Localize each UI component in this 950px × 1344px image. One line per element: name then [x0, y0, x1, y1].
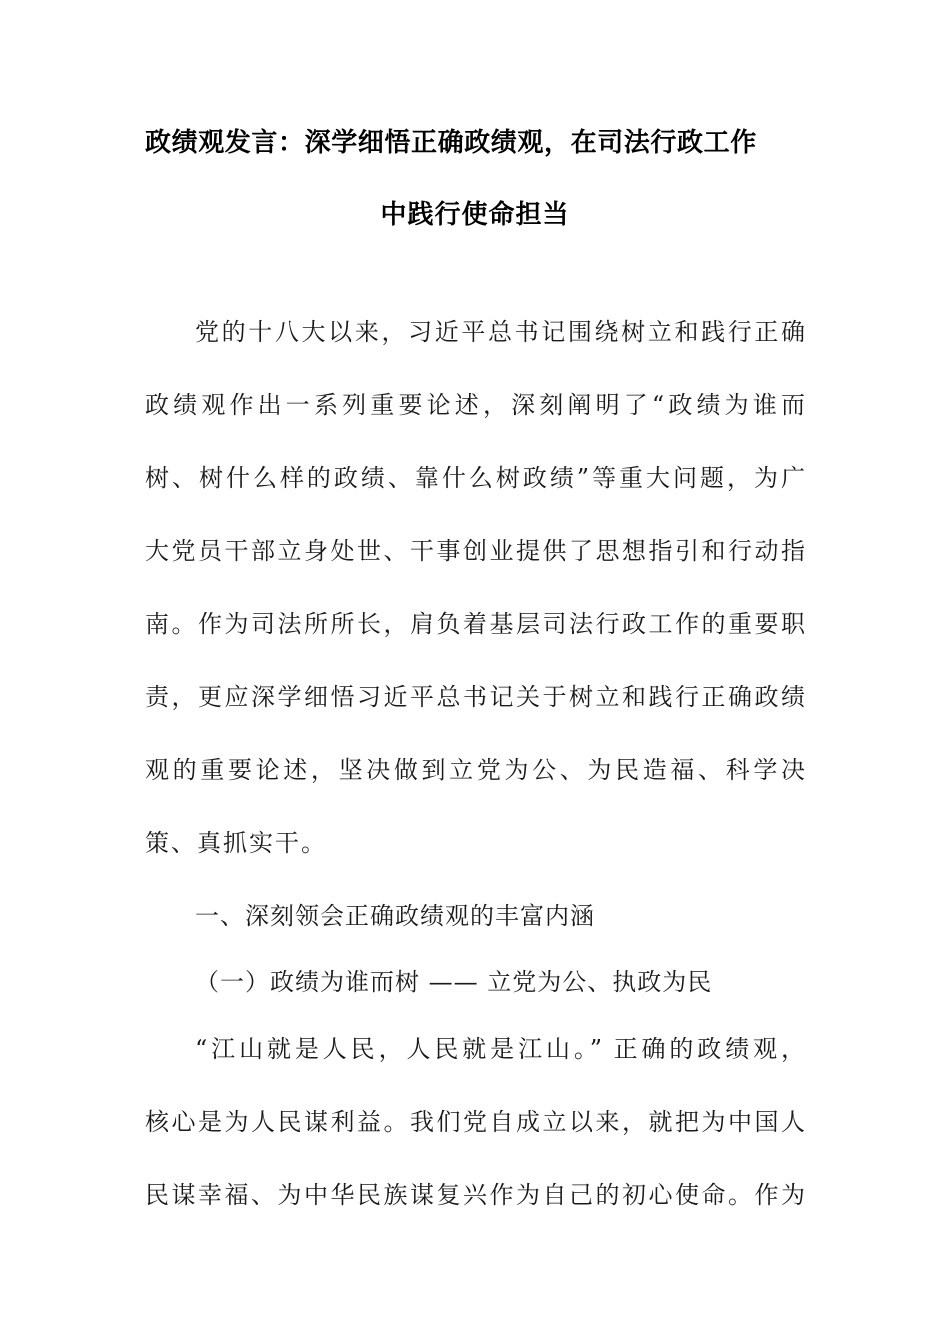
section-heading-1: 一、深刻领会正确政绩观的丰富内涵 — [195, 902, 595, 930]
document-title-line-2: 中践行使命担当 — [380, 200, 570, 230]
paragraph-1-line-7: 观的重要论述，坚决做到立党为公、为民造福、科学决 — [145, 756, 805, 784]
subsection-heading-1: （一）政绩为谁而树 —— 立党为公、执政为民 — [195, 968, 713, 996]
paragraph-1-line-6: 责，更应深学细悟习近平总书记关于树立和践行正确政绩 — [145, 683, 805, 711]
document-title-line-1: 政绩观发言：深学细悟正确政绩观，在司法行政工作 — [145, 128, 757, 158]
paragraph-1-line-3: 树、树什么样的政绩、靠什么树政绩”等重大问题，为广 — [145, 464, 805, 492]
paragraph-1-line-5: 南。作为司法所所长，肩负着基层司法行政工作的重要职 — [145, 610, 805, 638]
paragraph-2-line-2: 核心是为人民谋利益。我们党自成立以来，就把为中国人 — [145, 1108, 805, 1136]
paragraph-2-line-1: “江山就是人民，人民就是江山。” 正确的政绩观， — [195, 1035, 805, 1063]
paragraph-1-line-8: 策、真抓实干。 — [145, 829, 327, 857]
paragraph-2-line-3: 民谋幸福、为中华民族谋复兴作为自己的初心使命。作为 — [145, 1181, 805, 1209]
paragraph-1-line-2: 政绩观作出一系列重要论述，深刻阐明了“政绩为谁而 — [145, 391, 805, 419]
paragraph-1-line-4: 大党员干部立身处世、干事创业提供了思想指引和行动指 — [145, 537, 805, 565]
paragraph-1-line-1: 党的十八大以来，习近平总书记围绕树立和践行正确 — [195, 318, 805, 346]
